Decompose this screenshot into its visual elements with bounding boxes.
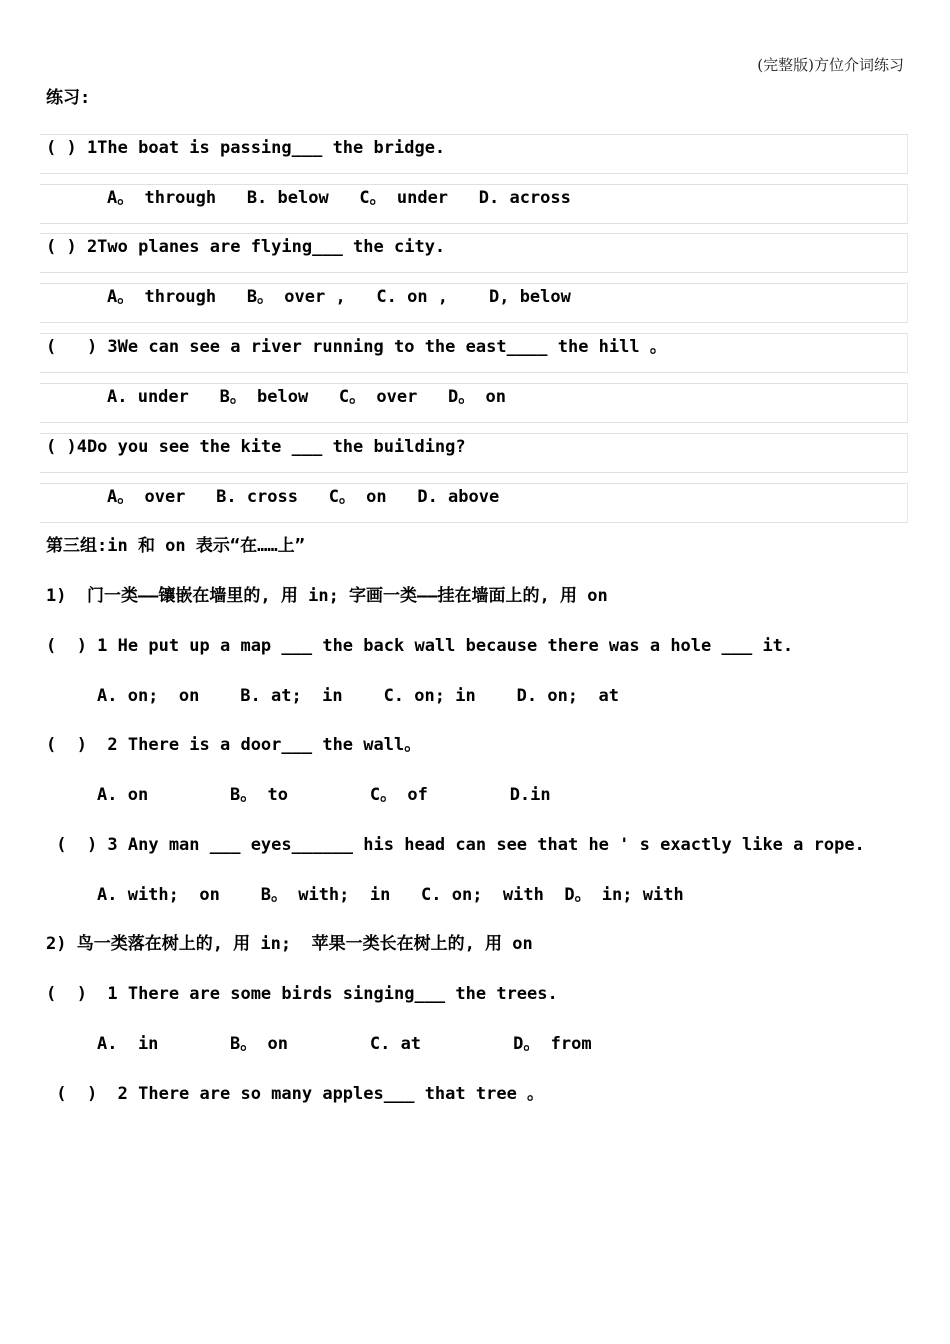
question-2-options: A。 through B。 over , C. on , D, below: [107, 287, 571, 307]
question-1: ( ) 1The boat is passing___ the bridge.: [46, 138, 446, 158]
rule-2-question-1-options: A. in B。 on C. at D。 from: [97, 1034, 592, 1054]
question-4-options: A。 over B. cross C。 on D. above: [107, 487, 500, 507]
group-three-heading: 第三组:in 和 on 表示“在……上”: [46, 536, 305, 556]
question-3: ( ) 3We can see a river running to the east____ the hill 。: [46, 337, 667, 357]
rule-2: 2) 鸟一类落在树上的, 用 in; 苹果一类长在树上的, 用 on: [46, 934, 533, 954]
question-1-options: A。 through B. below C。 under D. across: [107, 188, 571, 208]
question-2: ( ) 2Two planes are flying___ the city.: [46, 237, 446, 257]
exercise-label: 练习:: [46, 88, 91, 108]
rule-1: 1) 门一类——镶嵌在墙里的, 用 in; 字画一类——挂在墙面上的, 用 on: [46, 586, 608, 606]
rule-2-question-1: ( ) 1 There are some birds singing___ the trees.: [46, 984, 558, 1004]
rule-1-question-1-options: A. on; on B. at; in C. on; in D. on; at: [97, 686, 619, 706]
rule-1-question-1: ( ) 1 He put up a map ___ the back wall because there was a hole ___ it.: [46, 636, 794, 656]
rule-1-question-3: ( ) 3 Any man ___ eyes______ his head can see that he ' s exactly like a rope.: [46, 835, 865, 855]
rule-1-question-3-options: A. with; on B。 with; in C. on; with D。 in; with: [97, 885, 684, 905]
question-4: ( )4Do you see the kite ___ the building?: [46, 437, 466, 457]
rule-1-question-2: ( ) 2 There is a door___ the wall。: [46, 735, 422, 755]
rule-1-question-2-options: A. on B。 to C。 of D.in: [97, 785, 551, 805]
document-header-title: (完整版)方位介词练习: [757, 56, 904, 74]
question-3-options: A. under B。 below C。 over D。 on: [107, 387, 506, 407]
rule-2-question-2: ( ) 2 There are so many apples___ that tree 。: [46, 1084, 545, 1104]
